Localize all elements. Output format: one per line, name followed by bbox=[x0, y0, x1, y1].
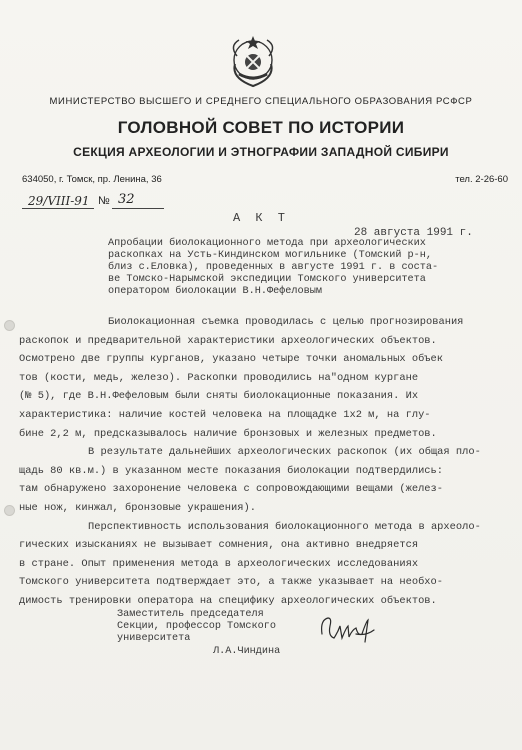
number-underline bbox=[112, 208, 164, 209]
signatory-line: Заместитель председателя bbox=[117, 609, 264, 620]
act-date: 28 августа 1991 г. bbox=[354, 227, 473, 239]
approbation-subject bbox=[108, 238, 508, 298]
signatory-line: Секции, профессор Томского bbox=[117, 621, 276, 632]
body-line: (№ 5), где В.Н.Фефеловым были сняты биолокационные показания. Их bbox=[19, 390, 419, 403]
handwritten-signature bbox=[318, 612, 378, 646]
address: 634050, г. Томск, пр. Ленина, 36 bbox=[22, 174, 162, 185]
act-title: А К Т bbox=[232, 211, 289, 225]
body-line: в стране. Опыт применения метода в археологических исследованиях bbox=[19, 557, 419, 570]
approbation-line: ве Томско-Нарымской экспедиции Томского университета bbox=[108, 274, 426, 285]
signatory-title bbox=[117, 609, 276, 645]
body-line: характеристика: наличие костей человека на площадке 1х2 м, на глу- bbox=[19, 408, 431, 421]
body-line: тов (кости, медь, железо). Раскопки проводились на"одном кургане bbox=[19, 371, 419, 384]
body-line: ные нож, кинжал, бронзовые украшения). bbox=[19, 501, 256, 514]
phone: тел. 2-26-60 bbox=[455, 174, 508, 185]
approbation-line: близ с.Еловка), проведенных в августе 1991 г. в соста- bbox=[108, 262, 439, 273]
act-body bbox=[19, 313, 518, 611]
section-name: СЕКЦИЯ АРХЕОЛОГИИ И ЭТНОГРАФИИ ЗАПАДНОЙ СИБИРИ bbox=[73, 145, 449, 159]
signatory-line: университета bbox=[117, 633, 191, 644]
punch-hole bbox=[4, 320, 15, 331]
approbation-line: оператором биолокации В.Н.Фефеловым bbox=[108, 286, 322, 297]
body-line: димость тренировки оператора на специфику археологических объектов. bbox=[19, 594, 437, 607]
body-line: Биолокационная съемка проводилась с целью прогнозирования bbox=[108, 316, 464, 328]
body-line: Перспективность использования биолокационного метода в археоло- bbox=[88, 520, 481, 533]
number-label: № bbox=[98, 195, 110, 207]
approbation-line: Апробации биолокационного метода при археологических bbox=[108, 238, 426, 249]
approbation-line: раскопках на Усть-Киндинском могильнике (Томский р-н, bbox=[108, 250, 433, 261]
date-underline bbox=[22, 208, 94, 209]
body-line: В результате дальнейших археологических раскопок (их общая пло- bbox=[88, 446, 481, 459]
state-emblem-icon bbox=[225, 34, 281, 90]
ministry-name: МИНИСТЕРСТВО ВЫСШЕГО И СРЕДНЕГО СПЕЦИАЛЬНОГО ОБРАЗОВАНИЯ РСФСР bbox=[49, 96, 473, 107]
body-line: бине 2,2 м, предсказывалось наличие бронзовых и железных предметов. bbox=[19, 427, 437, 440]
council-name: ГОЛОВНОЙ СОВЕТ ПО ИСТОРИИ bbox=[117, 118, 405, 137]
body-line: гических изысканиях не вызывает сомнения, она активно внедряется bbox=[19, 539, 419, 552]
body-line: раскопок и предварительной характеристики археологических объектов. bbox=[19, 334, 437, 347]
body-line: щадь 80 кв.м.) в указанном месте показания биолокации подтвердились: bbox=[19, 464, 444, 477]
signatory-name: Л.А.Чиндина bbox=[213, 646, 281, 657]
body-line: там обнаружено захоронение человека с сопровождающими вещами (желез- bbox=[19, 483, 444, 496]
punch-hole bbox=[4, 505, 15, 516]
body-line: Томского университета подтверждает это, а также указывает на необхо- bbox=[19, 576, 444, 589]
handwritten-number: 32 bbox=[118, 192, 135, 207]
body-line: Осмотрено две группы курганов, указано четыре точки аномальных объек bbox=[19, 353, 444, 366]
handwritten-date: 29/VIII-91 bbox=[28, 194, 90, 208]
